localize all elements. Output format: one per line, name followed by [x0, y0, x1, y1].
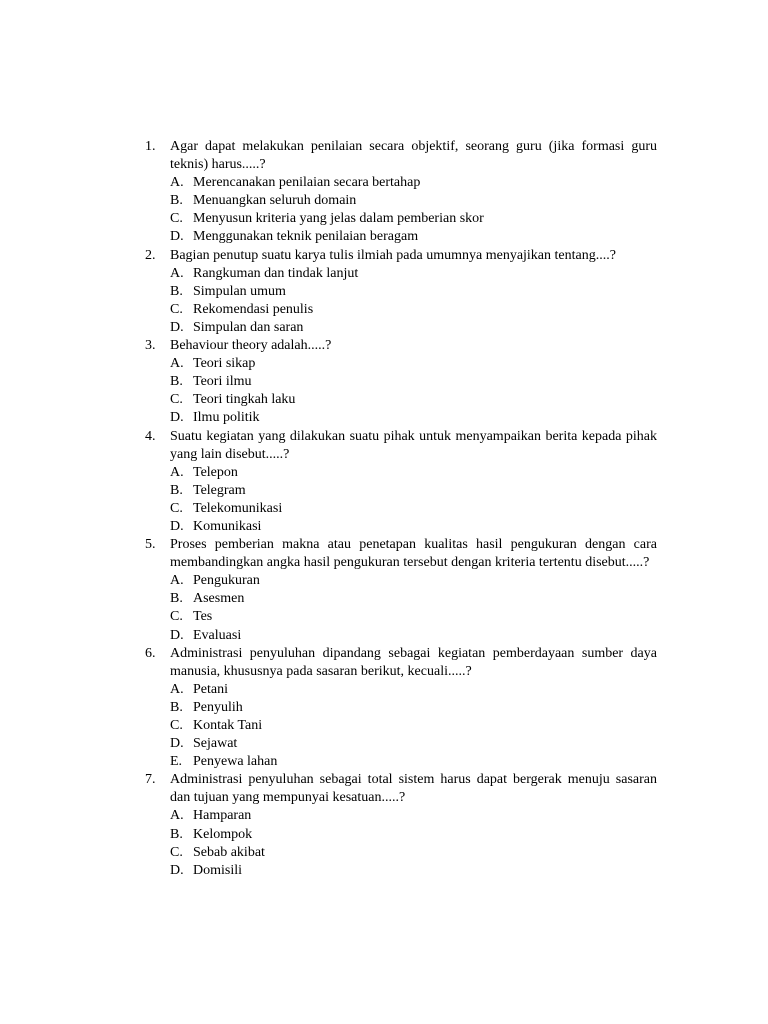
option-letter: A. — [170, 356, 184, 372]
option-text: Ilmu politik — [193, 410, 260, 426]
option-letter: C. — [170, 301, 183, 317]
option-e — [170, 753, 657, 771]
option-d — [170, 409, 657, 427]
option-list — [170, 464, 657, 536]
option-a — [170, 464, 657, 482]
option-letter: D. — [170, 627, 184, 643]
question-1 — [145, 138, 657, 247]
option-letter: E. — [170, 754, 183, 770]
question-list — [145, 138, 657, 880]
option-text: Sejawat — [193, 736, 238, 752]
option-letter: D. — [170, 410, 184, 426]
option-text: Domisili — [193, 862, 243, 878]
option-letter: A. — [170, 265, 184, 281]
option-text: Petani — [193, 681, 228, 697]
option-text: Simpulan umum — [193, 283, 286, 299]
option-b — [170, 826, 657, 844]
question-3 — [145, 337, 657, 427]
option-text: Rekomendasi penulis — [193, 301, 314, 317]
option-letter: D. — [170, 319, 184, 335]
option-text: Hamparan — [193, 808, 252, 824]
question-4 — [145, 428, 657, 537]
option-text: Teori ilmu — [193, 374, 252, 390]
question-text: Behaviour theory adalah.....? — [170, 338, 332, 354]
option-text: Kelompok — [193, 826, 253, 842]
option-b — [170, 192, 657, 210]
option-letter: B. — [170, 482, 183, 498]
question-text: Administrasi penyuluhan sebagai total sistem harus dapat bergerak menuju sasaran dan tujuan yang mempunyai kesatuan.....? — [170, 772, 657, 806]
question-7 — [145, 771, 657, 880]
option-letter: A. — [170, 808, 184, 824]
option-text: Sebab akibat — [193, 844, 265, 860]
option-c — [170, 500, 657, 518]
question-text: Administrasi penyuluhan dipandang sebagai kegiatan pemberdayaan sumber daya manusia, khususnya pada sasaran berikut, kecuali.....? — [170, 645, 657, 679]
option-a — [170, 355, 657, 373]
option-list — [170, 355, 657, 427]
option-letter: B. — [170, 699, 183, 715]
option-letter: C. — [170, 718, 183, 733]
option-list — [170, 174, 657, 246]
question-text: Proses pemberian makna atau penetapan kualitas hasil pengukuran dengan cara membandingkan angka hasil pengukuran tersebut dengan kriteria tertentu disebut.....? — [170, 537, 657, 571]
option-b — [170, 699, 657, 717]
option-d — [170, 735, 657, 753]
option-letter: D. — [170, 862, 184, 878]
option-text: Tes — [193, 609, 213, 625]
option-text: Kontak Tani — [193, 718, 263, 733]
option-letter: D. — [170, 736, 184, 752]
option-text: Teori tingkah laku — [193, 392, 296, 408]
option-letter: C. — [170, 500, 183, 516]
option-letter: C. — [170, 392, 183, 408]
option-a — [170, 807, 657, 825]
question-number: 4. — [145, 428, 156, 444]
option-letter: B. — [170, 283, 183, 299]
option-text: Penyulih — [193, 699, 243, 715]
option-text: Teori sikap — [193, 356, 256, 372]
option-a — [170, 572, 657, 590]
question-number: 1. — [145, 139, 156, 154]
option-a — [170, 265, 657, 283]
option-list — [170, 265, 657, 337]
question-number: 3. — [145, 338, 156, 354]
question-text: Suatu kegiatan yang dilakukan suatu pihak untuk menyampaikan berita kepada pihak yang lain disebut.....? — [170, 428, 657, 462]
option-letter: A. — [170, 175, 184, 191]
option-c — [170, 844, 657, 862]
option-text: Evaluasi — [193, 627, 242, 643]
option-c — [170, 391, 657, 409]
option-list — [170, 681, 657, 771]
option-b — [170, 373, 657, 391]
option-b — [170, 482, 657, 500]
option-text: Asesmen — [193, 591, 245, 607]
option-c — [170, 608, 657, 626]
option-letter: B. — [170, 591, 183, 607]
option-text: Simpulan dan saran — [193, 319, 304, 335]
option-text: Telepon — [193, 464, 238, 480]
option-letter: C. — [170, 844, 183, 860]
option-d — [170, 627, 657, 645]
option-c — [170, 301, 657, 319]
question-5 — [145, 536, 657, 645]
option-letter: A. — [170, 464, 184, 480]
question-text: Agar dapat melakukan penilaian secara objektif, seorang guru (jika formasi guru teknis) harus.....? — [170, 139, 657, 173]
option-text: Merencanakan penilaian secara bertahap — [193, 175, 421, 191]
option-d — [170, 518, 657, 536]
option-d — [170, 862, 657, 880]
option-letter: D. — [170, 518, 184, 534]
option-b — [170, 590, 657, 608]
option-letter: B. — [170, 193, 183, 209]
option-text: Pengukuran — [193, 573, 260, 589]
option-text: Menyusun kriteria yang jelas dalam pemberian skor — [193, 211, 484, 227]
option-d — [170, 319, 657, 337]
option-d — [170, 228, 657, 246]
option-list — [170, 572, 657, 644]
option-text: Telekomunikasi — [193, 500, 283, 516]
option-b — [170, 283, 657, 301]
option-c — [170, 210, 657, 228]
option-letter: D. — [170, 229, 184, 245]
question-number: 7. — [145, 772, 156, 788]
option-letter: B. — [170, 826, 183, 842]
option-list — [170, 807, 657, 879]
question-number: 6. — [145, 645, 156, 661]
option-letter: B. — [170, 374, 183, 390]
option-c — [170, 717, 657, 735]
question-6 — [145, 645, 657, 772]
option-text: Penyewa lahan — [193, 754, 278, 770]
option-a — [170, 681, 657, 699]
option-text: Menuangkan seluruh domain — [193, 193, 357, 209]
option-a — [170, 174, 657, 192]
question-2 — [145, 247, 657, 337]
question-text: Bagian penutup suatu karya tulis ilmiah pada umumnya menyajikan tentang....? — [170, 247, 616, 263]
question-number: 5. — [145, 537, 156, 553]
option-text: Rangkuman dan tindak lanjut — [193, 265, 359, 281]
question-number: 2. — [145, 247, 156, 263]
option-letter: C. — [170, 211, 183, 227]
option-text: Telegram — [193, 482, 246, 498]
option-letter: A. — [170, 681, 184, 697]
option-text: Menggunakan teknik penilaian beragam — [193, 229, 419, 245]
option-letter: C. — [170, 609, 183, 625]
option-letter: A. — [170, 573, 184, 589]
option-text: Komunikasi — [193, 518, 262, 534]
